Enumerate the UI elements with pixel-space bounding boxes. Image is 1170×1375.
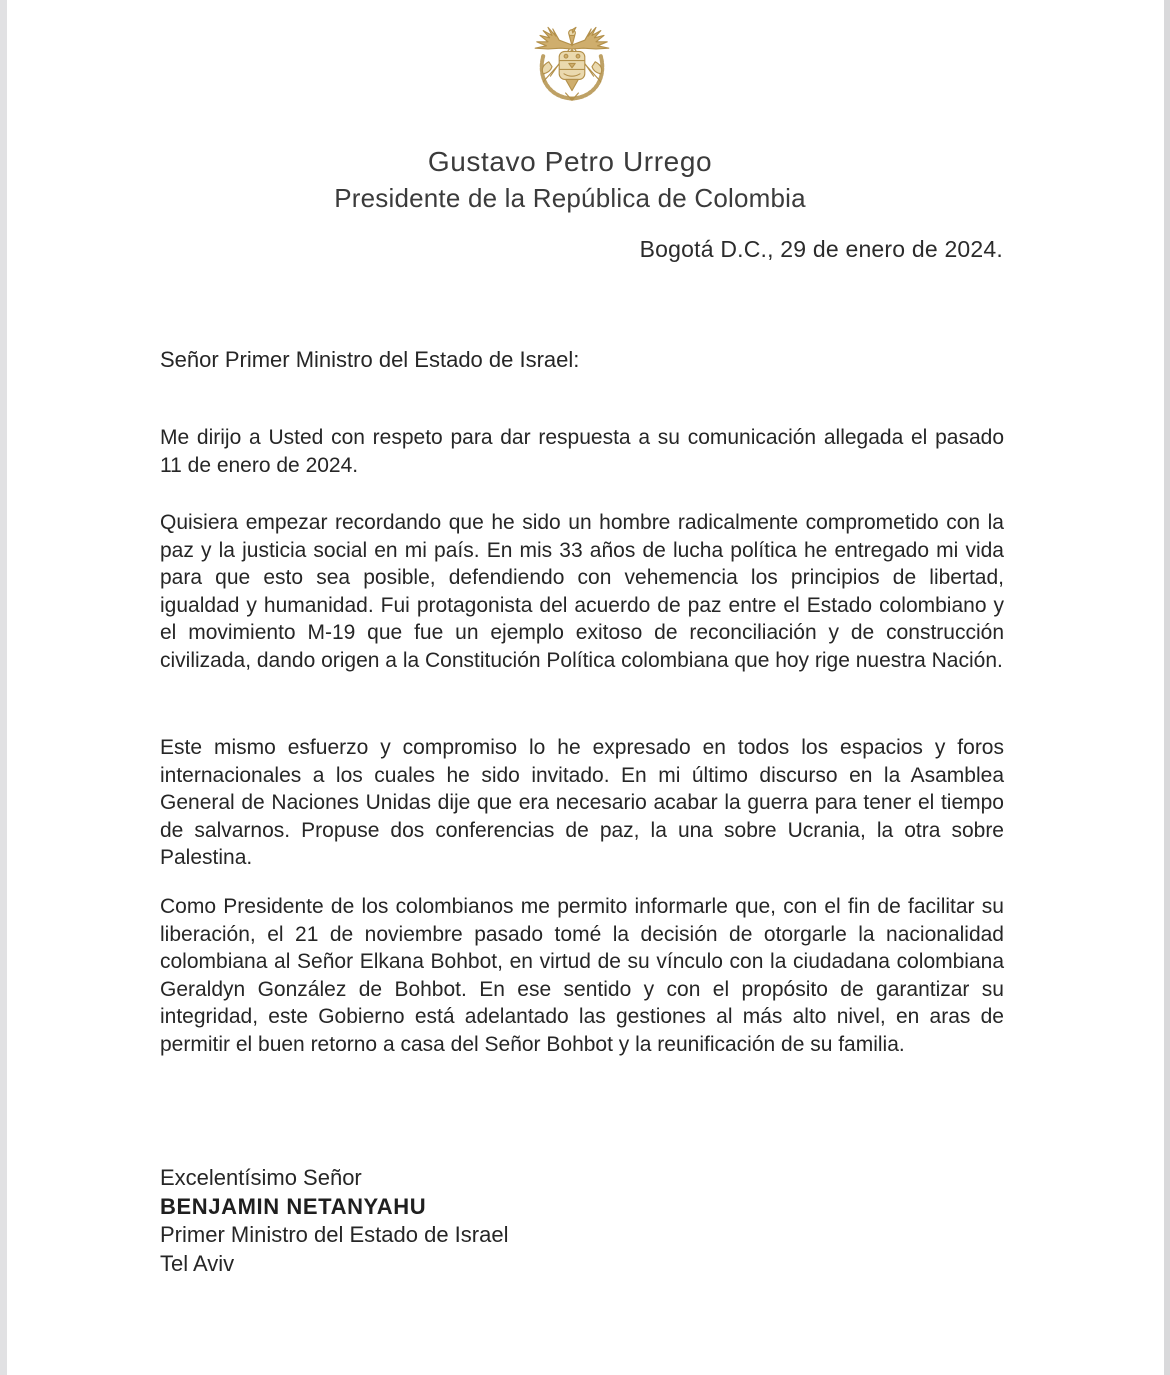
dateline: Bogotá D.C., 29 de enero de 2024. — [639, 236, 1003, 262]
salutation: Señor Primer Ministro del Estado de Israel: — [160, 347, 580, 372]
body-paragraph: Quisiera empezar recordando que he sido un hombre radicalmente comprometido con la paz y la justicia social en mi país. En mis 33 años de lucha política he entregado mi vida para que esto sea posible, defendiendo con vehemencia los principios de libertad, igualdad y humanidad. Fui protagonista del acuerdo de paz entre el Estado colombiano y el movimiento M-19 que fue un ejemplo exitoso de reconciliación y de construcción civilizada, dando origen a la Constitución Política colombiana que hoy rige nuestra Nación. — [160, 511, 1004, 672]
closing-block — [160, 1164, 508, 1278]
scan-edge-right — [1164, 0, 1170, 1375]
sender-title: Presidente de la República de Colombia — [334, 183, 806, 213]
recipient-name: BENJAMIN NETANYAHU — [160, 1193, 427, 1219]
closing-honorific: Excelentísimo Señor — [160, 1165, 362, 1190]
colombia-coat-of-arms-icon — [524, 14, 620, 132]
recipient-city: Tel Aviv — [160, 1250, 235, 1276]
body-paragraph: Como Presidente de los colombianos me permito informarle que, con el fin de facilitar su liberación, el 21 de noviembre pasado tomé la decisión de otorgarle la nacionalidad colombiana al Señor Elkana Bohbot, en virtud de su vínculo con la ciudadana colombiana Geraldyn González de Bohbot. En ese sentido y con el propósito de garantizar su integridad, este Gobierno está adelantado las gestiones al más alto nivel, en aras de permitir el buen retorno a casa del Señor Bohbot y la reunificación de su familia. — [160, 895, 1004, 1056]
sender-name: Gustavo Petro Urrego — [427, 146, 713, 177]
recipient-title: Primer Ministro del Estado de Israel — [160, 1222, 509, 1247]
body-paragraph: Me dirijo a Usted con respeto para dar respuesta a su comunicación allegada el pasado 11 de enero de 2024. — [160, 426, 1004, 477]
body-paragraph: Este mismo esfuerzo y compromiso lo he expresado en todos los espacios y foros internacionales a los cuales he sido invitado. En mi último discurso en la Asamblea General de Naciones Unidas dije que era necesario acabar la guerra para tener el tiempo de salvarnos. Propuse dos conferencias de paz, la una sobre Ucrania, la otra sobre Palestina. — [160, 736, 1004, 869]
